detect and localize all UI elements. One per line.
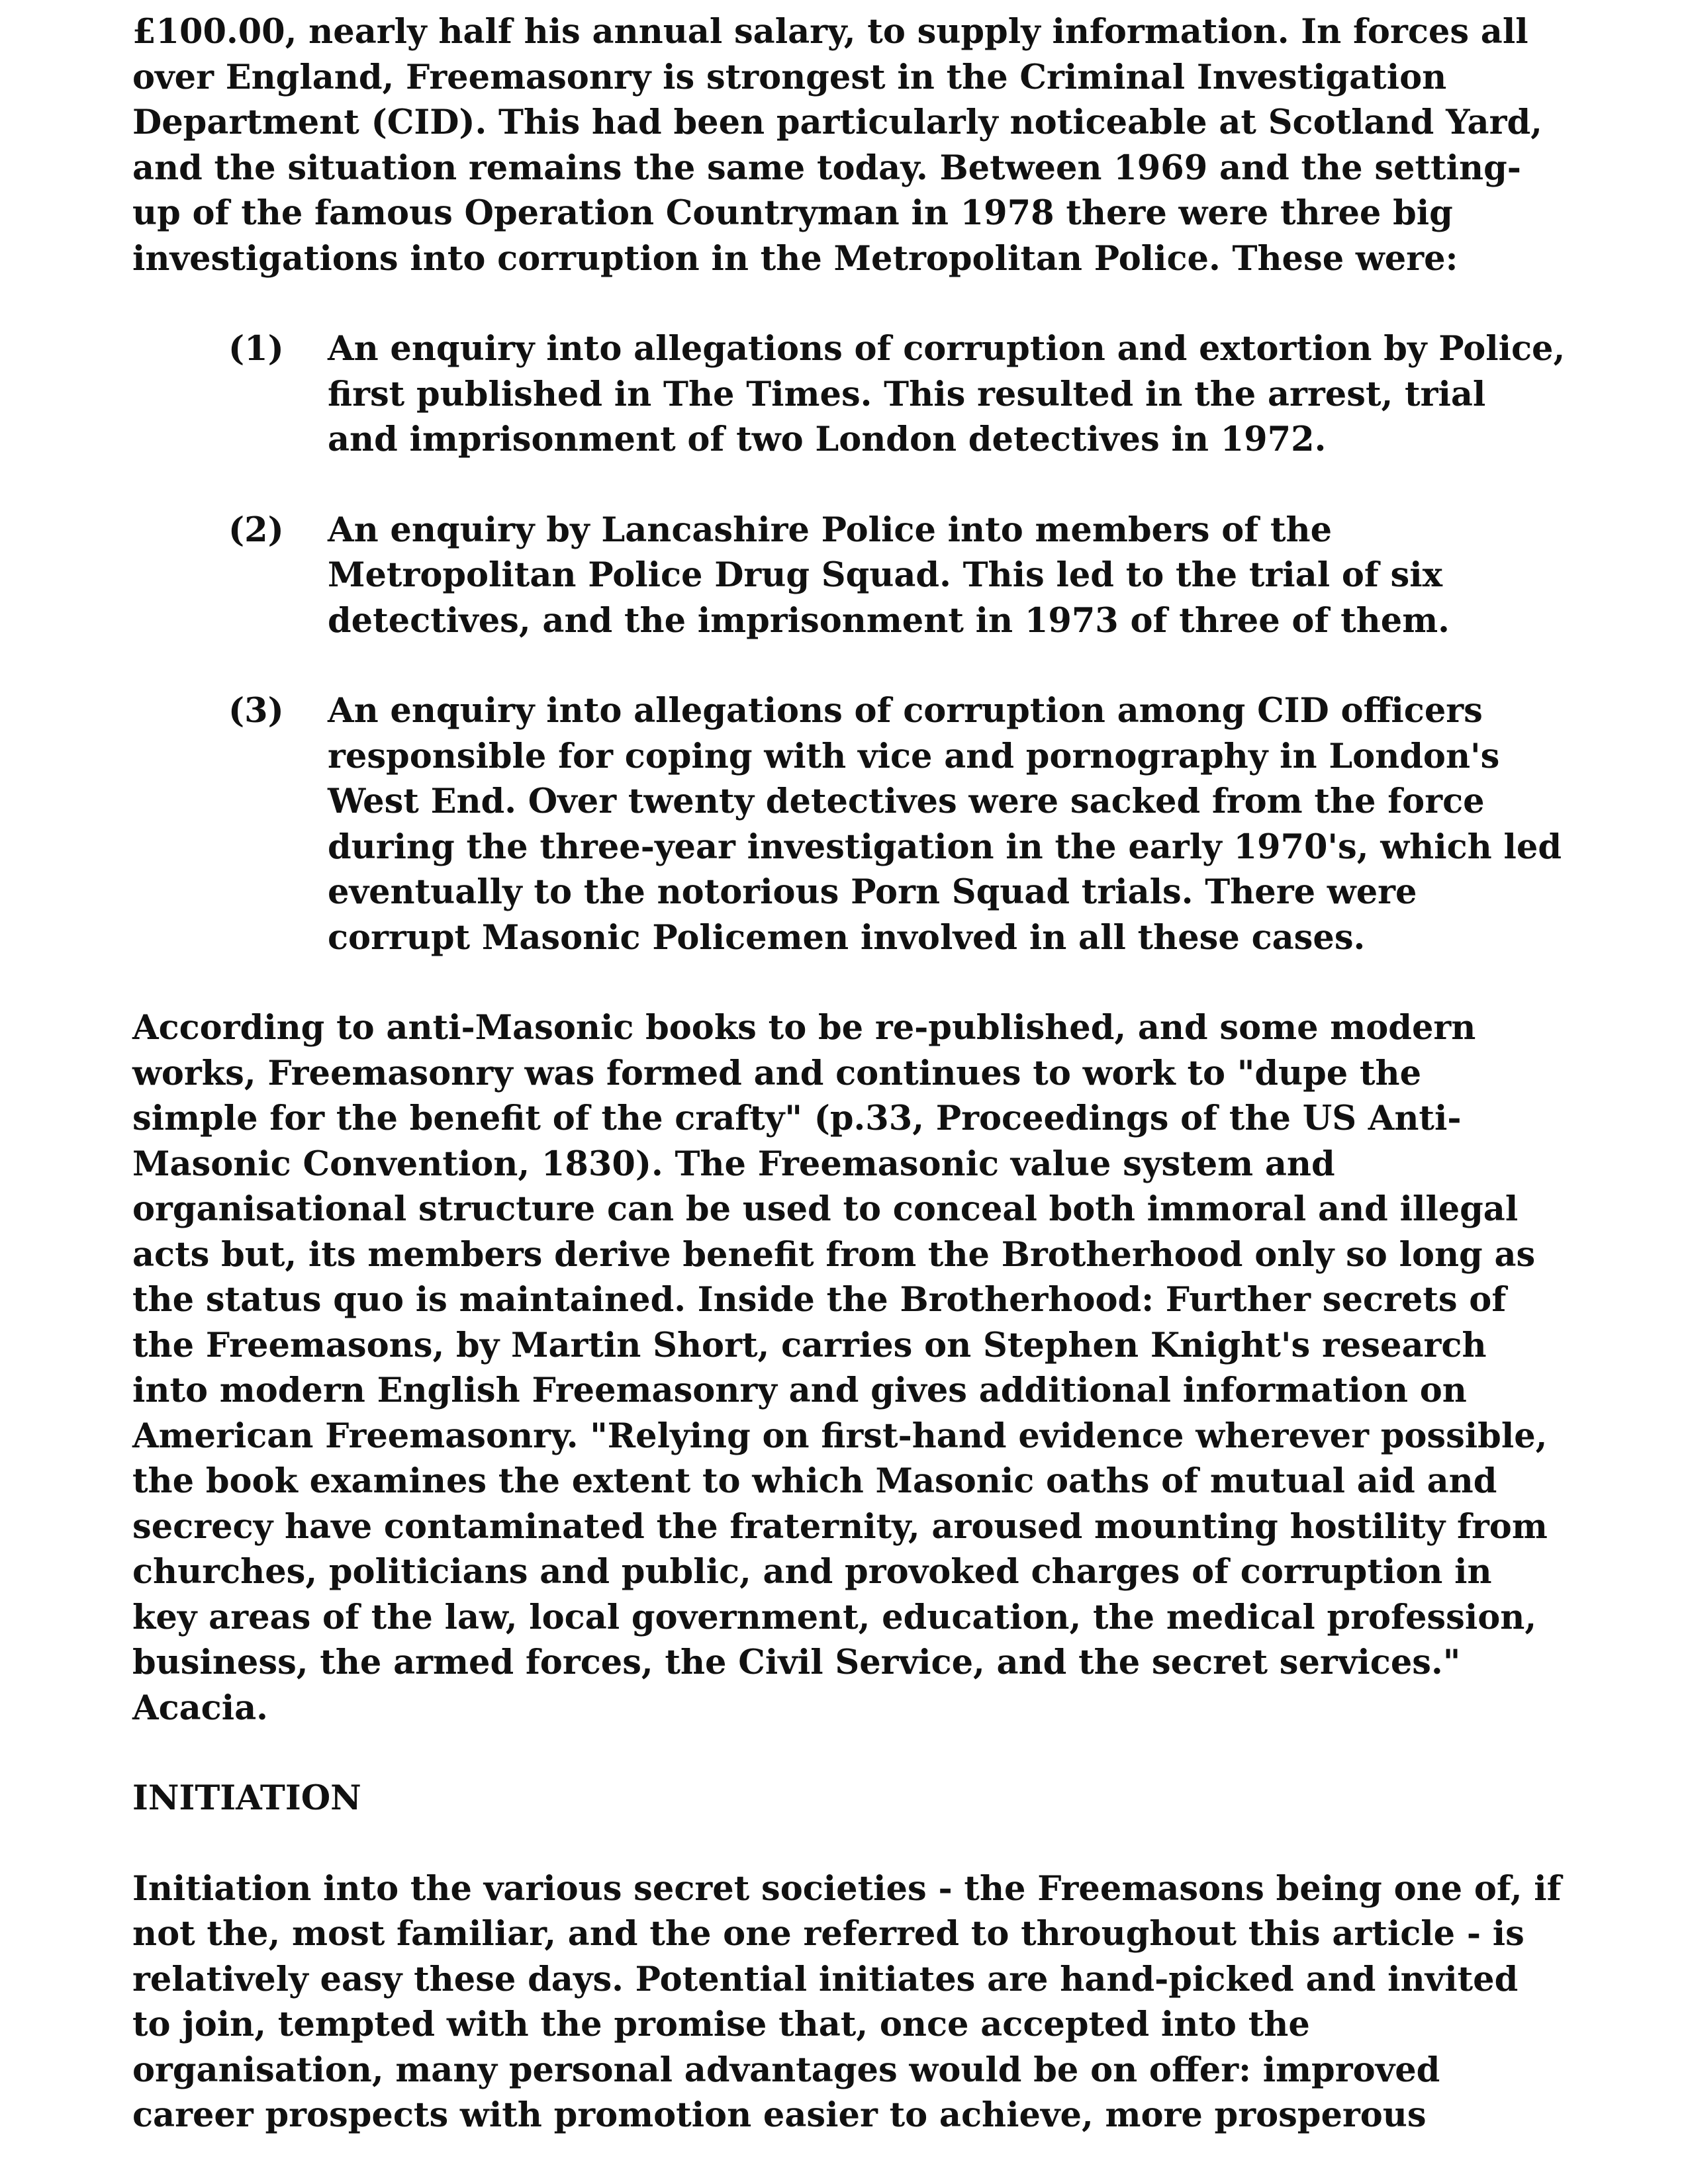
list-item-text: An enquiry by Lancashire Police into members of the Metropolitan Police Drug Squad. This led to the trial of six detectives, and the imprisonment in 1973 of three of them. [328, 510, 1450, 641]
list-item [132, 688, 1609, 960]
freemasonry-paragraph: According to anti-Masonic books to be re-published, and some modern works, Freemasonry was formed and continues to work to "dupe the simple for the benefit of the crafty" (p.33, Proceedings of the US Anti- Masonic Convention, 1830). The Freemasonic value system and organisational structure can be used to conceal both immoral and illegal acts but, its members derive benefit from the Brotherhood only so long as the status quo is maintained. Inside the Brotherhood: Further secrets of the Freemasons, by Martin Short, carries on Stephen Knight's research into modern English Freemasonry and gives additional information on American Freemasonry. "Relying on first-hand evidence wherever possible, the book examines the extent to which Masonic oaths of mutual aid and secrecy have contaminated the fraternity, aroused mounting hostility from churches, politicians and public, and provoked charges of corruption in key areas of the law, local government, education, the medical profession, business, the armed forces, the Civil Service, and the secret services." Acacia. [132, 1008, 1548, 1728]
list-item [132, 508, 1609, 644]
investigations-list [132, 326, 1609, 960]
document-page [132, 9, 1609, 2138]
list-item-number: (1) [228, 329, 284, 369]
section-heading: INITIATION [132, 1778, 361, 1818]
list-item-number: (2) [228, 510, 284, 550]
intro-paragraph: £100.00, nearly half his annual salary, to supply information. In forces all over England, Freemasonry is strongest in the Criminal Investigation Department (CID). This had been particularly noticeable at Scotland Yard, and the situation remains the same today. Between 1969 and the setting- up of the famous Operation Countryman in 1978 there were three big investigations into corruption in the Metropolitan Police. These were: [132, 12, 1542, 279]
list-item [132, 326, 1609, 463]
list-item-text: An enquiry into allegations of corruption and extortion by Police, first published in The Times. This resulted in the arrest, trial and imprisonment of two London detectives in 1972. [328, 329, 1566, 459]
list-item-text: An enquiry into allegations of corruption among CID officers responsible for coping with vice and pornography in London's West End. Over twenty detectives were sacked from the force during the three-year investigation in the early 1970's, which led eventually to the notorious Porn Squad trials. There were corrupt Masonic Policemen involved in all these cases. [328, 691, 1562, 958]
list-item-number: (3) [228, 691, 284, 731]
initiation-paragraph: Initiation into the various secret societies - the Freemasons being one of, if not the, most familiar, and the one referred to throughout this article - is relatively easy these days. Potential initiates are hand-picked and invited to join, tempted with the promise that, once accepted into the organisation, many personal advantages would be on offer: improved career prospects with promotion easier to achieve, more prosperous [132, 1868, 1562, 2135]
